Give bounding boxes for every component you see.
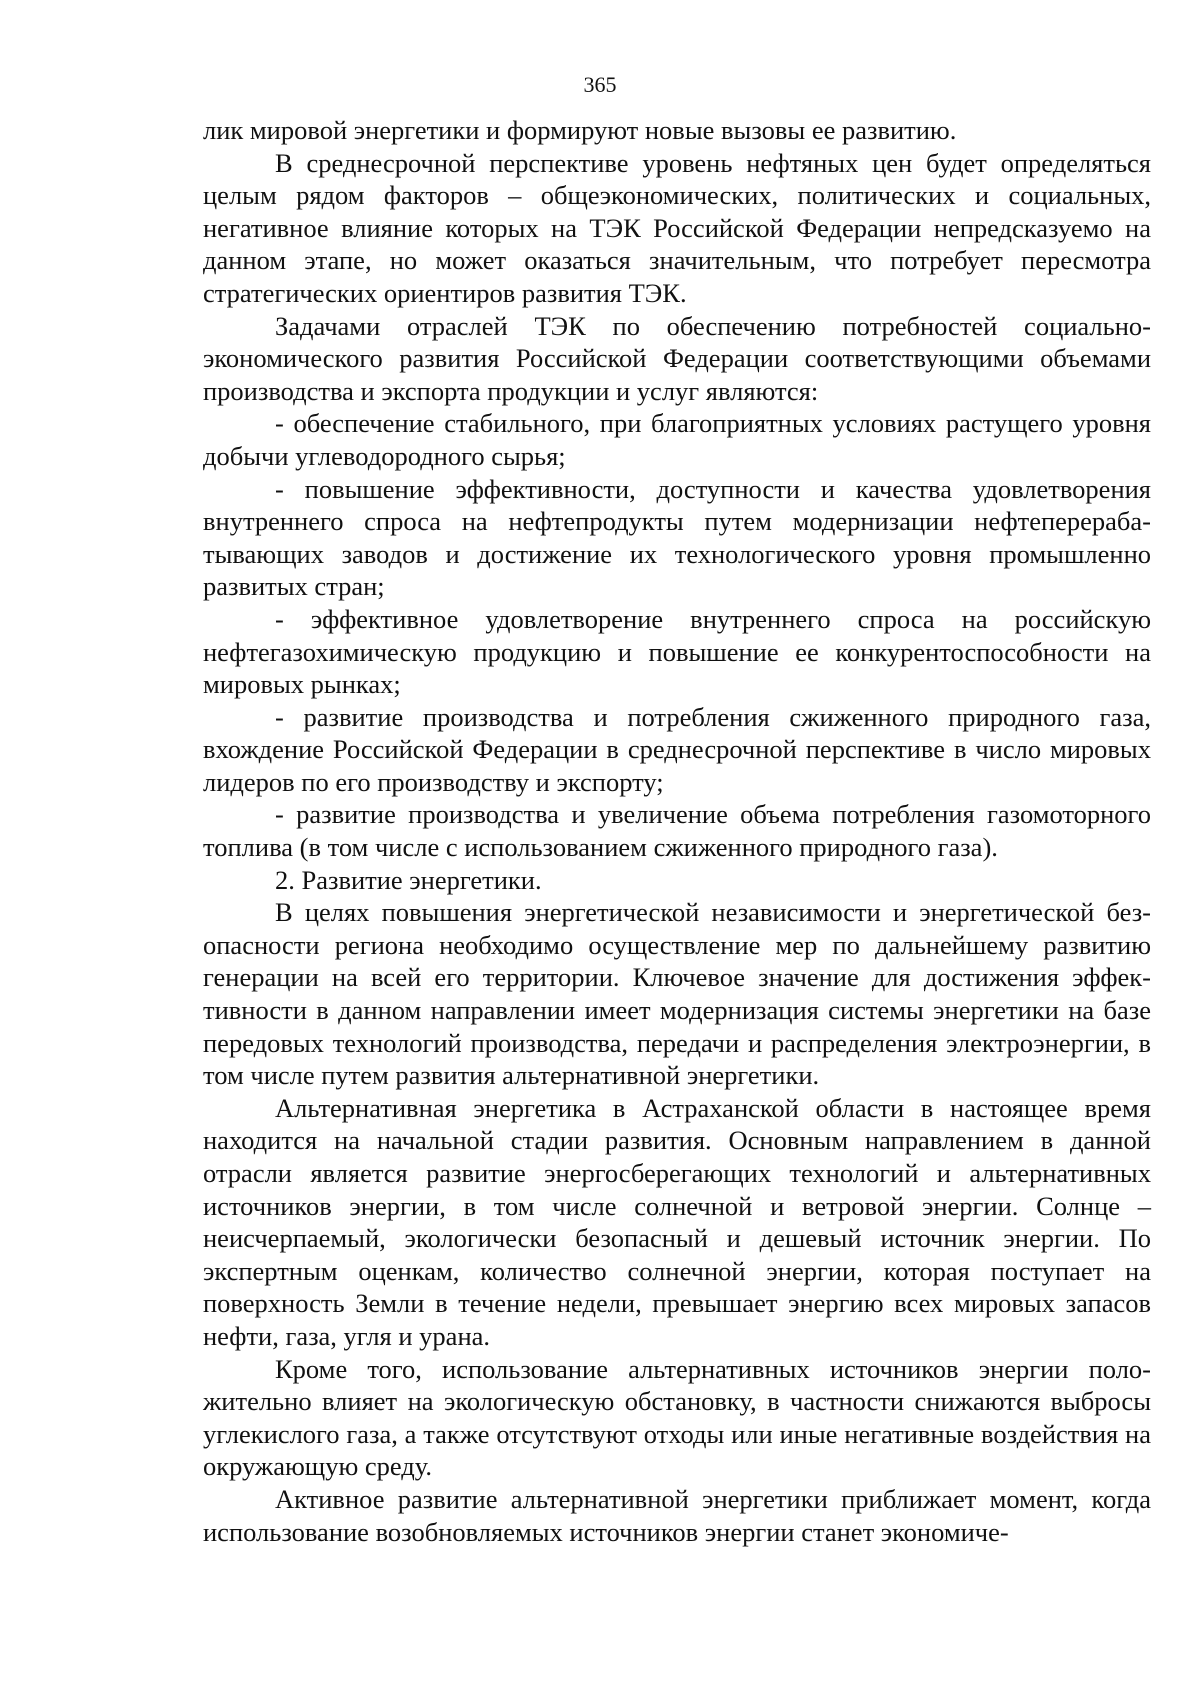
body-text <box>203 114 1151 1548</box>
page-number: 365 <box>583 72 617 97</box>
list-item: - повышение эффективности, доступности и качества удовлетворения внутреннего спроса на нефтепродукты путем модернизации нефтеперерабатывающих заводов и достижение их технологического уровня промышленно развитых стран; <box>203 473 1151 602</box>
paragraph: Кроме того, использование альтернативных источников энергии положительно влияет на экологическую обстановку, в частности снижаются выбросы углекислого газа, а также отсутствуют отходы или иные негативные воздействия на окружающую среду. <box>203 1353 1151 1482</box>
list-item: - эффективное удовлетворение внутреннего спроса на российскую нефтегазохимическую продукцию и повышение ее конкурентоспособности на мировых рынках; <box>203 603 1151 700</box>
section-heading: 2. Развитие энергетики. <box>275 864 542 895</box>
paragraph: В среднесрочной перспективе уровень нефтяных цен будет определяться целым рядом факторов – общеэкономических, политических и социальных, негативное влияние которых на ТЭК Российской Федерации непредсказуемо на данном этапе, но может оказаться значительным, что потребует пересмотра стратегических ориентиров развития ТЭК. <box>203 147 1151 308</box>
list-item: - обеспечение стабильного, при благоприятных условиях растущего уровня добычи углеводородного сырья; <box>203 408 1151 471</box>
paragraph: Задачами отраслей ТЭК по обеспечению потребностей социально-экономического развития Российской Федерации соответствующими объемами производства и экспорта продукции и услуг являются: <box>203 310 1151 406</box>
paragraph: Активное развитие альтернативной энергетики приближает момент, когда использование возобновляемых источников энергии станет экономиче- <box>203 1483 1151 1547</box>
paragraph: лик мировой энергетики и формируют новые вызовы ее развитию. <box>203 115 957 145</box>
paragraph: Альтернативная энергетика в Астраханской области в настоящее время находится на начальной стадии развития. Основным направлением в данной отрасли является развитие энергосберегающих технологий и альтернативных источников энергии, в том числе солнечной и ветровой энергии. Солнце – неисчерпаемый, экологически безопасный и дешевый источник энергии. По экспертным оценкам, количество солнечной энергии, которая поступает на поверхность Земли в течение недели, превышает энергию всех мировых запасов нефти, газа, угля и урана. <box>203 1092 1151 1351</box>
list-item: - развитие производства и потребления сжиженного природного газа, вхождение Российской Федерации в среднесрочной перспективе в число мировых лидеров по его производству и экспорту; <box>203 701 1151 797</box>
list-item: - развитие производства и увеличение объема потребления газомоторного топлива (в том числе с использованием сжиженного природного газа). <box>203 799 1151 863</box>
paragraph: В целях повышения энергетической независимости и энергетической безопасности региона необходимо осуществление мер по дальнейшему развитию генерации на всей его территории. Ключевое значение для достижения эффективности в данном направлении имеет модернизация системы энергетики на базе передовых технологий производства, передачи и распределения электроэнергии, в том числе путем развития альтернативной энергетики. <box>203 897 1151 1091</box>
